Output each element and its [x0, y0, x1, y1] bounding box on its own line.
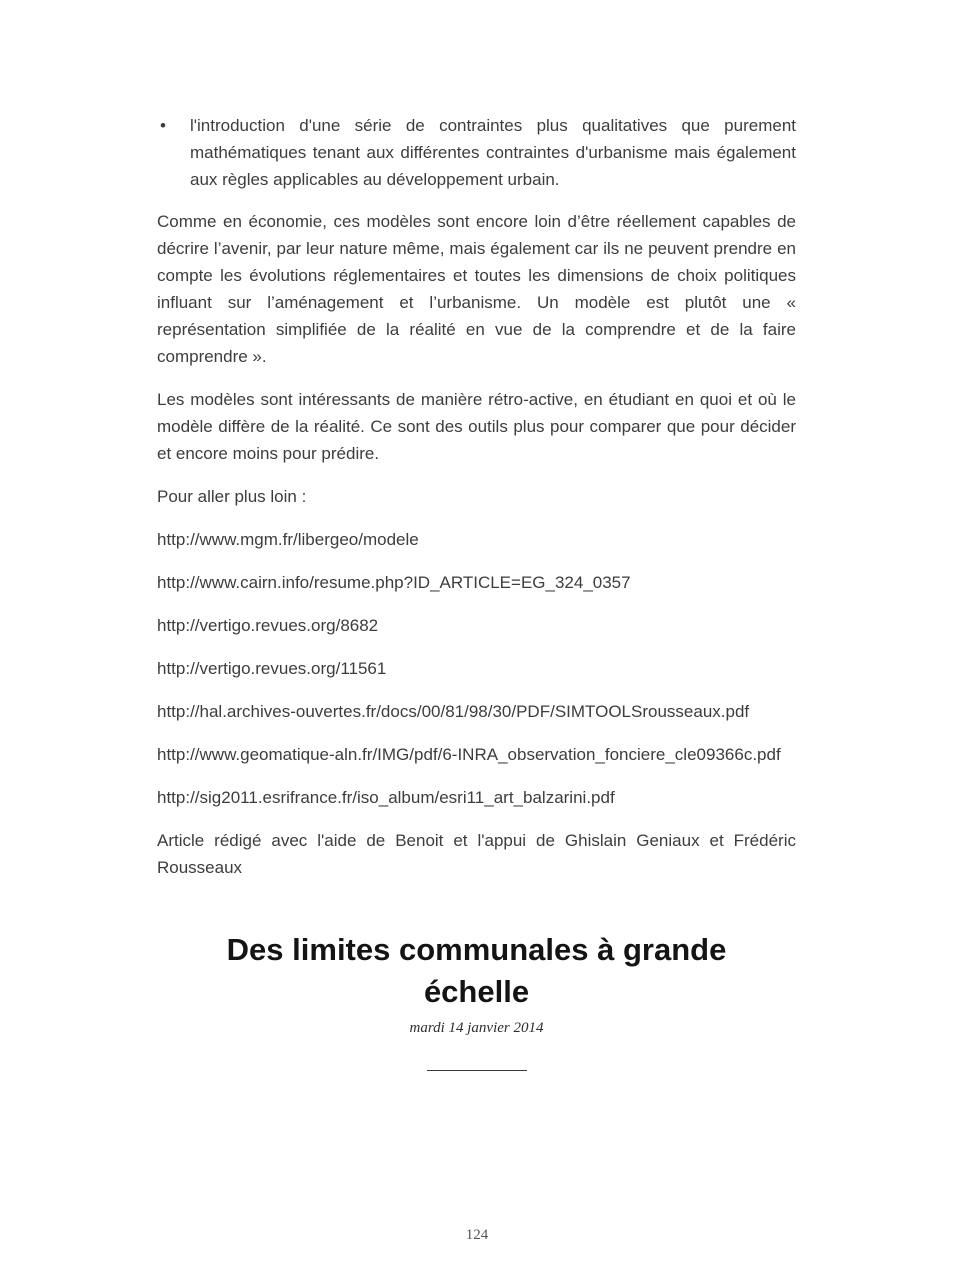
list-item	[157, 112, 796, 193]
section-title: Des limites communales à grande échelle	[226, 932, 727, 1009]
credits-text: Article rédigé avec l'aide de Benoit et l'appui de Ghislain Geniaux et Frédéric Rousseaux	[157, 831, 796, 877]
link-url: http://sig2011.esrifrance.fr/iso_album/esri11_art_balzarini.pdf	[157, 788, 615, 807]
section-divider	[427, 1070, 527, 1071]
link-url: http://vertigo.revues.org/11561	[157, 659, 387, 678]
link-url: http://www.geomatique-aln.fr/IMG/pdf/6-INRA_observation_fonciere_cle09366c.pdf	[157, 745, 781, 764]
paragraph-lead-in: Pour aller plus loin :	[157, 487, 307, 506]
link-url: http://www.mgm.fr/libergeo/modele	[157, 530, 419, 549]
section-date: mardi 14 janvier 2014	[409, 1020, 544, 1036]
paragraph: Les modèles sont intéressants de manière rétro-active, en étudiant en quoi et où le modèle diffère de la réalité. Ce sont des outils plus pour comparer que pour décider et encore moins pour prédire.	[157, 390, 796, 463]
page-content	[157, 112, 796, 1071]
link-url: http://hal.archives-ouvertes.fr/docs/00/81/98/30/PDF/SIMTOOLSrousseaux.pdf	[157, 702, 750, 721]
paragraph: Comme en économie, ces modèles sont encore loin d’être réellement capables de décrire l’avenir, par leur nature même, mais également car ils ne peuvent prendre en compte les évolutions réglementaires et toutes les dimensions de choix politiques influant sur l’aménagement et l’urbanisme. Un modèle est plutôt une « représentation simplifiée de la réalité en vue de la comprendre et de la faire comprendre ».	[157, 212, 796, 366]
link-url: http://www.cairn.info/resume.php?ID_ARTICLE=EG_324_0357	[157, 573, 631, 592]
page-number: 124	[465, 1227, 489, 1243]
bullet-icon: •	[160, 116, 166, 135]
bullet-text: l'introduction d'une série de contraintes plus qualitatives que purement mathématiques tenant aux différentes contraintes d'urbanisme mais également aux règles applicables au développement urbain.	[190, 116, 796, 189]
link-url: http://vertigo.revues.org/8682	[157, 616, 379, 635]
